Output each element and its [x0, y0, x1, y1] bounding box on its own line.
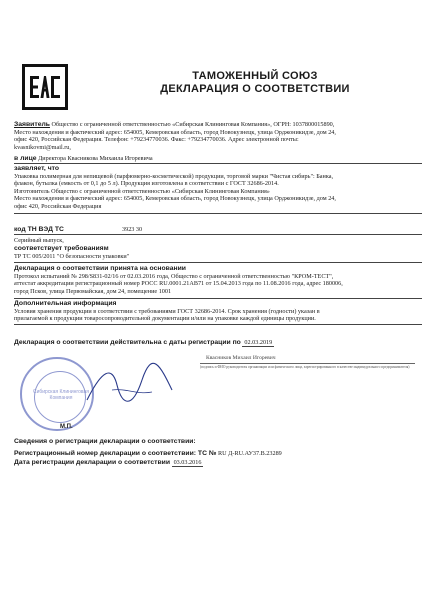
registration-label: Сведения о регистрации декларации о соответствии:: [14, 438, 196, 445]
code-label: код ТН ВЭД ТС: [14, 226, 64, 233]
applicant-label: Заявитель: [14, 121, 50, 128]
series-value: Серийный выпуск,: [14, 237, 64, 244]
person-row: [14, 155, 422, 163]
registration-date-row: [14, 459, 422, 467]
requirements-value: ТР ТС 005/2011 "О безопасности упаковки": [14, 252, 130, 260]
requirements-label: соответствует требованиям: [14, 245, 109, 252]
code-value: 3923 30: [122, 226, 143, 233]
validity-row: [14, 339, 422, 347]
divider: [14, 213, 422, 214]
extra-section: [14, 300, 422, 323]
applicant-line-2: Место нахождения и фактический адрес: 654005, Кемеровская область, город Новокузнецк, улица Орджоникидзе, дом 24,: [14, 128, 336, 136]
registration-date-value: 03.03.2016: [173, 459, 202, 466]
basis-label: Декларация о соответствии принята на основании: [14, 265, 186, 272]
basis-line-2: аттестат аккредитации регистрационный номер РОСС RU.0001.21АВ71 от 15.04.2013 года по 11.08.2016 года, адрес 180006,: [14, 280, 343, 288]
declares-line-1: Упаковка полимерная для непищевой (парфюмерно-косметической) продукции, торговой марки "Чистая сибирь": Банка,: [14, 172, 334, 180]
title-line-2: ДЕКЛАРАЦИЯ О СООТВЕТСТВИИ: [160, 83, 350, 95]
stamp-place-label: М.П.: [60, 424, 73, 430]
divider: [14, 324, 422, 325]
requirements-section: [14, 245, 422, 260]
signer-name: Квасников Михаил Игоревич: [206, 355, 276, 361]
declares-label: заявляет, что: [14, 165, 60, 172]
declares-section: [14, 165, 422, 211]
extra-line-2: прилагаемой к продукции товаросопроводительной документации и/или на упаковке каждой единицы продукции.: [14, 315, 316, 323]
basis-section: [14, 265, 422, 295]
declares-line-2: флакон, бутылка (емкость от 0,1 до 5 л). Продукция изготовлена в соответствии с ГОСТ 32686-2014.: [14, 180, 279, 188]
registration-date-label: Дата регистрации декларации о соответствии: [14, 459, 171, 466]
applicant-line-1: Общество с ограниченной ответственностью «Сибирская Клининговая Компания», ОГРН: 1037800015890,: [51, 121, 335, 128]
applicant-line-3: офис 420, Российская Федерация. Телефон: +79234770036. Факс: +79234770036. Адрес электронной почты:: [14, 136, 299, 144]
registration-section: [14, 438, 422, 446]
declares-line-5: офис 420, Российская Федерация: [14, 202, 102, 210]
applicant-section: [14, 121, 422, 151]
divider: [14, 262, 422, 263]
registration-number-label: Регистрационный номер декларации о соответствии: ТС №: [14, 450, 217, 457]
registration-number-row: [14, 450, 422, 458]
title-line-1: ТАМОЖЕННЫЙ СОЮЗ: [192, 70, 318, 82]
divider: [14, 298, 422, 299]
basis-line-3: город Псков, улица Первомайская, дом 24, помещение 1001: [14, 287, 172, 295]
divider: [14, 163, 422, 164]
person-value: Директора Квасникова Михаила Игоревича: [38, 155, 153, 162]
series-row: [14, 237, 422, 245]
person-label: в лице: [14, 155, 37, 162]
applicant-line-4: kvasnikovmi@mail.ru,: [14, 143, 71, 151]
signature-note: (подпись и ФИО руководителя организации или физического лица, зарегистрированного в качестве индивидуального предпринимателя): [200, 365, 410, 369]
validity-value: 02.03.2019: [244, 339, 273, 346]
eac-logo: [22, 64, 68, 110]
declares-line-4: Место нахождения и фактический адрес: 654005, Кемеровская область, город Новокузнецк, улица Орджоникидзе, дом 24,: [14, 195, 336, 203]
code-row: [14, 226, 422, 234]
extra-line-1: Условия хранения продукции в соответствии с требованиями ГОСТ 32686-2014. Срок хранения (годности) указан в: [14, 307, 320, 315]
signature-line: [200, 363, 415, 364]
divider: [14, 234, 422, 235]
stamp-text: Сибирская Клининговая Компания: [32, 389, 90, 401]
extra-label: Дополнительная информация: [14, 300, 117, 307]
document-title: [110, 70, 400, 96]
validity-label: Декларация о соответствии действительна с даты регистрации по: [14, 339, 241, 346]
registration-number-value: RU Д-RU.АУ37.В.23289: [218, 450, 282, 457]
declares-line-3: Изготовитель Общество с ограниченной ответственностью «Сибирская Клининговая Компания»: [14, 187, 270, 195]
basis-line-1: Протокол испытаний № 298/S831-02/16 от 02.03.2016 года, Общество с ограниченной ответственностью "КРОМ-ТЕСТ",: [14, 272, 334, 280]
